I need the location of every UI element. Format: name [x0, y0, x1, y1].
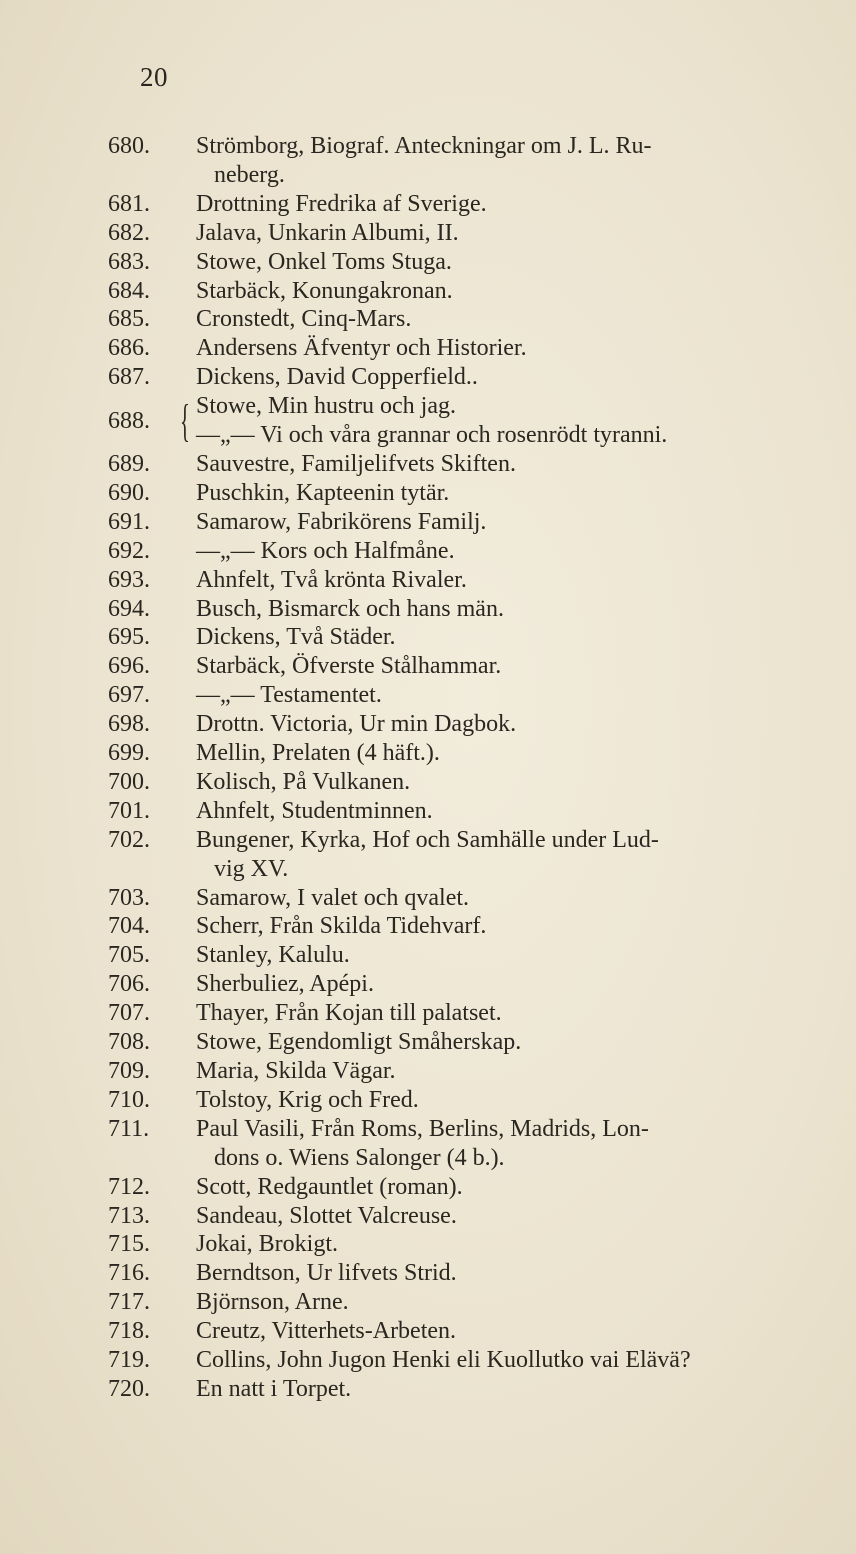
entry-text: Jokai, Brokigt.: [196, 1231, 338, 1258]
list-item: [108, 999, 808, 1028]
entry-text: —„— Kors och Halfmåne.: [196, 537, 455, 564]
entry-number: 690.: [108, 479, 150, 506]
list-item: [108, 652, 808, 681]
entry-text: Puschkin, Kapteenin tytär.: [196, 479, 450, 506]
list-item: [108, 1317, 808, 1346]
entry-number: 683.: [108, 248, 150, 275]
entry-text: Jalava, Unkarin Albumi, II.: [196, 219, 459, 246]
entry-number: 701.: [108, 797, 150, 824]
list-item: [108, 884, 808, 913]
entry-text-continuation: neberg.: [214, 161, 285, 188]
list-item-group: [108, 392, 808, 450]
entry-number: 700.: [108, 768, 150, 795]
list-item: [108, 797, 808, 826]
list-item: [108, 1202, 808, 1231]
entry-number: 710.: [108, 1086, 150, 1113]
entry-text: Tolstoy, Krig och Fred.: [196, 1086, 419, 1113]
entry-number: 704.: [108, 913, 150, 940]
entry-text: Creutz, Vitterhets-Arbeten.: [196, 1318, 457, 1345]
entry-text: Busch, Bismarck och hans män.: [196, 595, 504, 622]
entry-text: Scott, Redgauntlet (roman).: [196, 1173, 463, 1200]
list-item: [108, 363, 808, 392]
entry-text: En natt i Torpet.: [196, 1375, 352, 1402]
entry-text: Paul Vasili, Från Roms, Berlins, Madrids, Lon- dons o. Wiens Salonger (4 b.).: [196, 1115, 808, 1173]
entry-number: 685.: [108, 306, 150, 333]
entry-text-second: —„— Vi och våra grannar och rosenrödt tyranni.: [196, 422, 668, 449]
list-item: [108, 768, 808, 797]
entry-text: Stanley, Kalulu.: [196, 942, 350, 969]
entry-number: 720.: [108, 1375, 150, 1402]
entry-text: Bungener, Kyrka, Hof och Samhälle under Lud- vig XV.: [196, 826, 808, 884]
entry-number: 703.: [108, 884, 150, 911]
entry-text: Drottn. Victoria, Ur min Dagbok.: [196, 711, 517, 738]
page-number: 20: [140, 62, 168, 92]
entry-number: 692.: [108, 537, 150, 564]
list-item: [108, 566, 808, 595]
entry-text: Samarow, I valet och qvalet.: [196, 884, 470, 911]
list-item: [108, 826, 808, 884]
entry-number: 682.: [108, 219, 150, 246]
entry-number: 687.: [108, 364, 150, 391]
list-item: [108, 681, 808, 710]
entry-number: 708.: [108, 1029, 150, 1056]
list-item: [108, 1057, 808, 1086]
list-item: [108, 1230, 808, 1259]
list-item: [108, 912, 808, 941]
entry-text: Sherbuliez, Apépi.: [196, 971, 374, 998]
entry-text-continuation: vig XV.: [214, 855, 289, 882]
entry-number: 715.: [108, 1231, 150, 1258]
entry-text: Ahnfelt, Studentminnen.: [196, 797, 433, 824]
entry-text: Dickens, David Copperfield..: [196, 364, 478, 391]
list-item: [108, 334, 808, 363]
entry-number: 707.: [108, 1000, 150, 1027]
list-item: [108, 1288, 808, 1317]
list-item: [108, 305, 808, 334]
entry-text: —„— Testamentet.: [196, 682, 382, 709]
list-item: [108, 1259, 808, 1288]
entry-text: Samarow, Fabrikörens Familj.: [196, 508, 487, 535]
entry-text: Drottning Fredrika af Sverige.: [196, 190, 487, 217]
list-item: [108, 941, 808, 970]
list-item: [108, 450, 808, 479]
entry-text: Ahnfelt, Två krönta Rivaler.: [196, 566, 467, 593]
entry-text: Björnson, Arne.: [196, 1289, 349, 1316]
entry-number: 681.: [108, 190, 150, 217]
list-item: [108, 190, 808, 219]
entry-text: Stowe, Egendomligt Småherskap.: [196, 1029, 522, 1056]
list-item: [108, 1375, 808, 1404]
entry-number: 691.: [108, 508, 150, 535]
entry-number: 712.: [108, 1173, 150, 1200]
entry-number: 686.: [108, 335, 150, 362]
entry-text: Stowe, Onkel Toms Stuga.: [196, 248, 452, 275]
list-item: [108, 623, 808, 652]
entry-number: 709.: [108, 1058, 150, 1084]
list-item: [108, 1173, 808, 1202]
entry-text: Dickens, Två Städer.: [196, 624, 396, 651]
list-item: [108, 479, 808, 508]
list-item: [108, 508, 808, 537]
list-item: [108, 219, 808, 248]
entry-text: Sandeau, Slottet Valcreuse.: [196, 1202, 457, 1229]
entry-number: 702.: [108, 826, 150, 853]
entry-number: 680.: [108, 133, 150, 159]
entry-text: Andersens Äfventyr och Historier.: [196, 335, 527, 362]
list-item: [108, 1346, 808, 1375]
entry-number: 693.: [108, 566, 150, 593]
list-item: [108, 1028, 808, 1057]
entry-text: Strömborg, Biograf. Anteckningar om J. L. Ru- neberg.: [196, 132, 808, 190]
list-item: [108, 1086, 808, 1115]
entry-text: Mellin, Prelaten (4 häft.).: [196, 740, 440, 767]
entry-text: Starbäck, Konungakronan.: [196, 277, 453, 304]
entry-text: Kolisch, På Vulkanen.: [196, 768, 411, 795]
entry-number: 688.: [108, 407, 150, 434]
entry-number: 706.: [108, 971, 150, 998]
list-item: [108, 970, 808, 999]
entry-number: 694.: [108, 595, 150, 622]
entry-number: 711.: [108, 1115, 150, 1142]
entry-text: Berndtson, Ur lifvets Strid.: [196, 1260, 457, 1287]
entry-number: 705.: [108, 942, 150, 969]
list-item: [108, 710, 808, 739]
entry-text: Cronstedt, Cinq-Mars.: [196, 306, 412, 333]
list-item: [108, 537, 808, 566]
list-item: [108, 132, 808, 190]
entry-number: 698.: [108, 711, 150, 738]
list-item: [108, 277, 808, 306]
entry-text: Maria, Skilda Vägar.: [196, 1058, 396, 1084]
entry-text: Scherr, Från Skilda Tidehvarf.: [196, 913, 487, 940]
entry-text: Stowe, Min hustru och jag.: [196, 393, 456, 420]
list-item: [108, 1115, 808, 1173]
entry-number: 695.: [108, 624, 150, 651]
list-item: [108, 248, 808, 277]
entry-text: Collins, John Jugon Henki eli Kuollutko vai Elävä?: [196, 1347, 691, 1374]
entry-number: 696.: [108, 653, 150, 680]
entry-number: 719.: [108, 1347, 150, 1374]
entry-number: 716.: [108, 1260, 150, 1287]
entry-number: 697.: [108, 682, 150, 709]
entry-number: 689.: [108, 450, 150, 477]
list-item: [108, 739, 808, 768]
entry-number: 718.: [108, 1318, 150, 1345]
entry-number: 684.: [108, 277, 150, 304]
entry-number: 713.: [108, 1202, 150, 1229]
catalog-list: [108, 132, 808, 1404]
list-item: [108, 595, 808, 624]
curly-brace-icon: {: [180, 395, 190, 447]
entry-text-continuation: dons o. Wiens Salonger (4 b.).: [214, 1144, 505, 1171]
entry-text: Sauvestre, Familjelifvets Skiften.: [196, 450, 516, 477]
entry-lines: [196, 392, 808, 450]
entry-text: Starbäck, Öfverste Stålhammar.: [196, 653, 502, 680]
entry-number: 717.: [108, 1289, 150, 1316]
entry-number: 699.: [108, 740, 150, 767]
entry-text: Thayer, Från Kojan till palatset.: [196, 1000, 502, 1027]
